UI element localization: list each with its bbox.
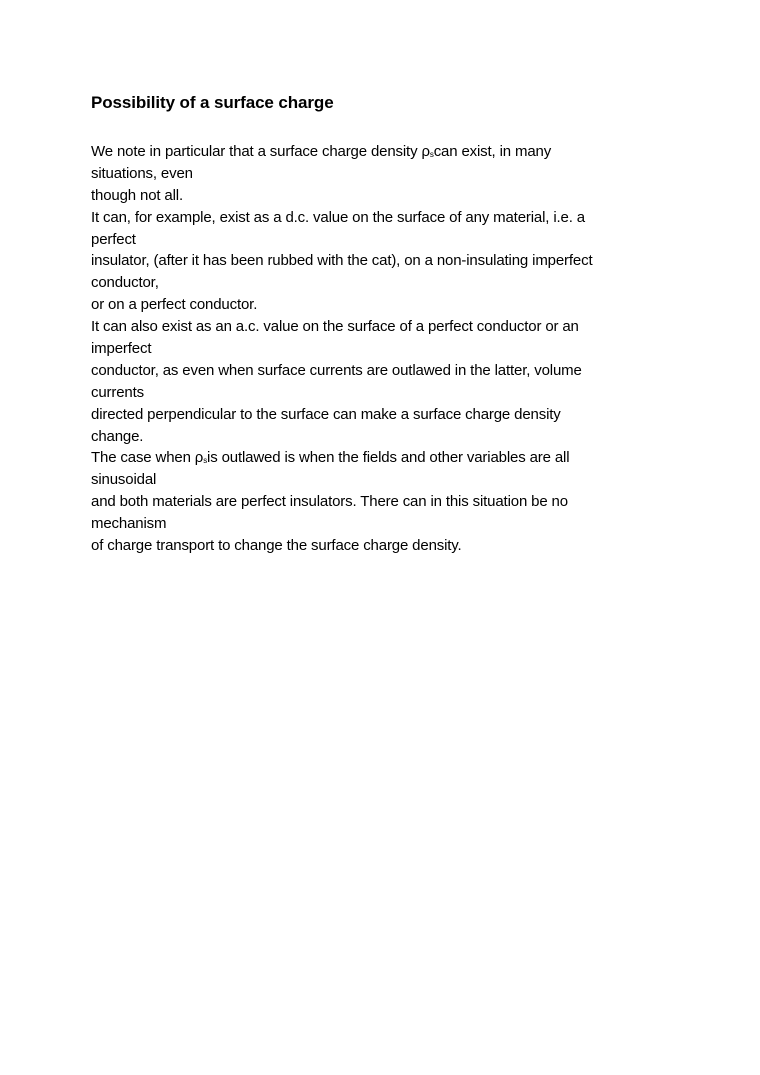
text-line: It can, for example, exist as a d.c. value on the surface of any material, i.e. a	[91, 208, 585, 226]
section-heading: Possibility of a surface charge	[91, 93, 334, 112]
text-line: or on a perfect conductor.	[91, 296, 258, 314]
text-line: conductor,	[91, 274, 159, 292]
text-line	[91, 447, 691, 469]
text-line: and both materials are perfect insulators. There can in this situation be no	[91, 493, 568, 511]
text-segment: is outlawed is when the fields and other variables are all	[207, 449, 570, 467]
body-paragraph	[91, 141, 691, 557]
text-line: conductor, as even when surface currents are outlawed in the latter, volume	[91, 361, 582, 379]
text-line: currents	[91, 383, 144, 401]
text-line: change.	[91, 427, 144, 445]
rho-symbol: ρ	[421, 143, 430, 160]
text-line: mechanism	[91, 515, 167, 533]
text-line: of charge transport to change the surface charge density.	[91, 537, 462, 555]
text-line: imperfect	[91, 340, 152, 358]
rho-symbol: ρ	[194, 449, 204, 467]
text-line: situations, even	[91, 164, 193, 182]
text-line: It can also exist as an a.c. value on the surface of a perfect conductor or an	[91, 318, 579, 336]
text-line: directed perpendicular to the surface can make a surface charge density	[91, 405, 561, 423]
text-segment: We note in particular that a surface charge density	[91, 143, 422, 160]
text-line: sinusoidal	[91, 471, 157, 489]
text-line: though not all.	[91, 186, 183, 204]
text-segment: The case when	[91, 449, 195, 467]
text-line: perfect	[91, 230, 136, 248]
text-segment: can exist, in many	[433, 143, 552, 160]
rho-subscript: s	[203, 456, 208, 466]
rho-subscript: s	[429, 150, 434, 159]
text-line	[91, 141, 691, 163]
text-line: insulator, (after it has been rubbed with the cat), on a non-insulating imperfect	[91, 252, 593, 270]
